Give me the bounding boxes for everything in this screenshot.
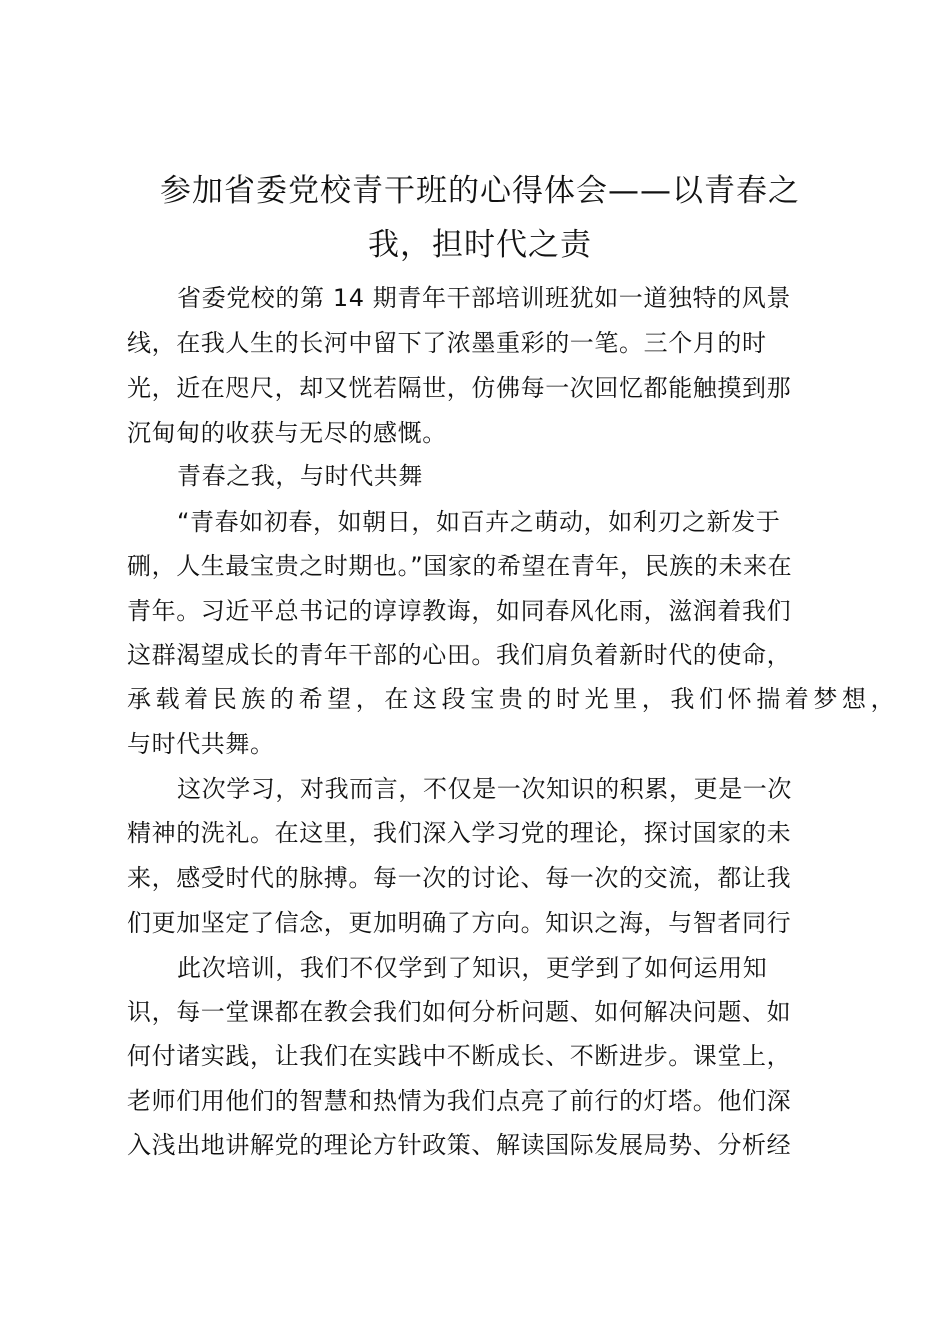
paragraph-3-line-1: “青春如初春，如朝日，如百卉之萌动，如利刃之新发于 [177,508,781,536]
paragraph-3-line-6: 与时代共舞。 [127,730,275,758]
paragraph-1-line-1: 省委党校的第 14 期青年干部培训班犹如一道独特的风景 [177,284,791,312]
paragraph-3-line-2: 硎，人生最宝贵之时期也。”国家的希望在青年，民族的未来在 [127,552,793,580]
paragraph-5-line-2: 识，每一堂课都在教会我们如何分析问题、如何解决问题、如 [127,998,792,1026]
paragraph-4-line-2: 精神的洗礼。在这里，我们深入学习党的理论，探讨国家的未 [127,819,792,847]
paragraph-5-line-5: 入浅出地讲解党的理论方针政策、解读国际发展局势、分析经 [127,1131,792,1159]
paragraph-3-line-5: 承载着民族的希望，在这段宝贵的时光里，我们怀揣着梦想， [127,685,900,713]
document-title-line-2: 我，担时代之责 [368,227,592,263]
paragraph-4-line-4: 们更加坚定了信念，更加明确了方向。知识之海，与智者同行 [127,909,792,937]
paragraph-4-line-1: 这次学习，对我而言，不仅是一次知识的积累，更是一次 [177,775,792,803]
paragraph-1-line-3: 光，近在咫尺，却又恍若隔世，仿佛每一次回忆都能触摸到那 [127,374,792,402]
document-title-line-1: 参加省委党校青干班的心得体会——以青春之 [160,173,800,209]
paragraph-5-line-4: 老师们用他们的智慧和热情为我们点亮了前行的灯塔。他们深 [127,1087,792,1115]
paragraph-1-line-2: 线，在我人生的长河中留下了浓墨重彩的一笔。三个月的时 [127,329,767,357]
paragraph-4-line-3: 来，感受时代的脉搏。每一次的讨论、每一次的交流，都让我 [127,864,792,892]
paragraph-3-line-3: 青年。习近平总书记的谆谆教诲，如同春风化雨，滋润着我们 [127,597,792,625]
paragraph-5-line-3: 何付诸实践，让我们在实践中不断成长、不断进步。课堂上， [127,1042,792,1070]
paragraph-1-line-4: 沉甸甸的收获与无尽的感慨。 [127,419,447,447]
paragraph-5-line-1: 此次培训，我们不仅学到了知识，更学到了如何运用知 [177,954,768,982]
section-heading-youth: 青春之我，与时代共舞 [177,462,423,490]
paragraph-3-line-4: 这群渴望成长的青年干部的心田。我们肩负着新时代的使命， [127,641,792,669]
